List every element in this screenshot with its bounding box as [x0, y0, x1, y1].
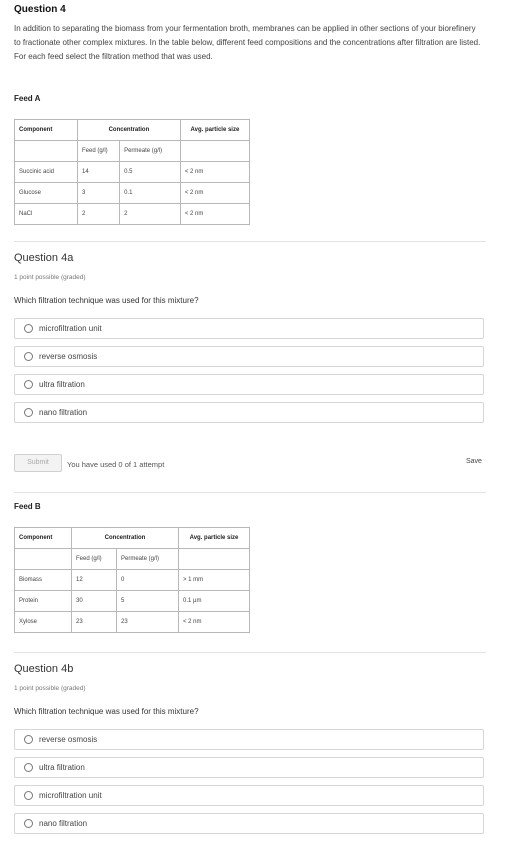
radio-button[interactable] [24, 408, 33, 417]
radio-button[interactable] [24, 791, 33, 800]
points-text: 1 point possible (graded) [14, 685, 86, 692]
question-intro: In addition to separating the biomass from your fermentation broth, membranes can be applied in other sections of your biorefinery to fractionate other complex mixtures. In the table below, different feed compositions and the concentrations after filtration are listed. For each feed select the filtration method that was used. [14, 24, 481, 61]
option-nano-filtration[interactable]: nano filtration [14, 402, 484, 423]
header-particle-size: Avg. particle size [180, 120, 249, 141]
question-prompt: Which filtration technique was used for this mixture? [14, 707, 199, 716]
header-concentration: Concentration [78, 120, 181, 141]
table-row: Succinic acid 14 0.5 < 2 nm [15, 162, 250, 183]
header-component: Component [15, 528, 72, 549]
radio-button[interactable] [24, 763, 33, 772]
radio-button[interactable] [24, 735, 33, 744]
divider [14, 492, 486, 493]
points-text: 1 point possible (graded) [14, 274, 86, 281]
table-row: NaCl 2 2 < 2 nm [15, 204, 250, 225]
radio-button[interactable] [24, 380, 33, 389]
divider [14, 652, 486, 653]
header-component: Component [15, 120, 78, 141]
option-reverse-osmosis[interactable]: reverse osmosis [14, 346, 484, 367]
submit-button[interactable]: Submit [14, 454, 62, 472]
option-microfiltration-unit[interactable]: microfiltration unit [14, 785, 484, 806]
option-reverse-osmosis[interactable]: reverse osmosis [14, 729, 484, 750]
option-ultra-filtration[interactable]: ultra filtration [14, 374, 484, 395]
question-4a-heading: Question 4a [14, 252, 74, 264]
table-row: Biomass 12 0 > 1 mm [15, 570, 250, 591]
option-nano-filtration[interactable]: nano filtration [14, 813, 484, 834]
header-permeate: Permeate (g/l) [120, 141, 181, 162]
header-feed: Feed (g/l) [72, 549, 117, 570]
header-concentration: Concentration [72, 528, 179, 549]
option-ultra-filtration[interactable]: ultra filtration [14, 757, 484, 778]
header-feed: Feed (g/l) [78, 141, 120, 162]
table-row: Glucose 3 0.1 < 2 nm [15, 183, 250, 204]
radio-button[interactable] [24, 324, 33, 333]
question-4b-heading: Question 4b [14, 663, 74, 675]
header-permeate: Permeate (g/l) [117, 549, 179, 570]
feed-a-table [14, 119, 250, 225]
table-row: Protein 30 5 0.1 µm [15, 591, 250, 612]
save-button[interactable]: Save [466, 458, 482, 465]
question-prompt: Which filtration technique was used for this mixture? [14, 296, 199, 305]
radio-button[interactable] [24, 819, 33, 828]
table-row: Xylose 23 23 < 2 nm [15, 612, 250, 633]
feed-b-label: Feed B [14, 502, 41, 511]
feed-a-label: Feed A [14, 94, 41, 103]
radio-button[interactable] [24, 352, 33, 361]
feed-b-table [14, 527, 250, 633]
option-microfiltration-unit[interactable]: microfiltration unit [14, 318, 484, 339]
divider [14, 241, 486, 242]
header-particle-size: Avg. particle size [179, 528, 250, 549]
attempts-text: You have used 0 of 1 attempt [67, 460, 165, 469]
question-title: Question 4 [14, 4, 66, 15]
